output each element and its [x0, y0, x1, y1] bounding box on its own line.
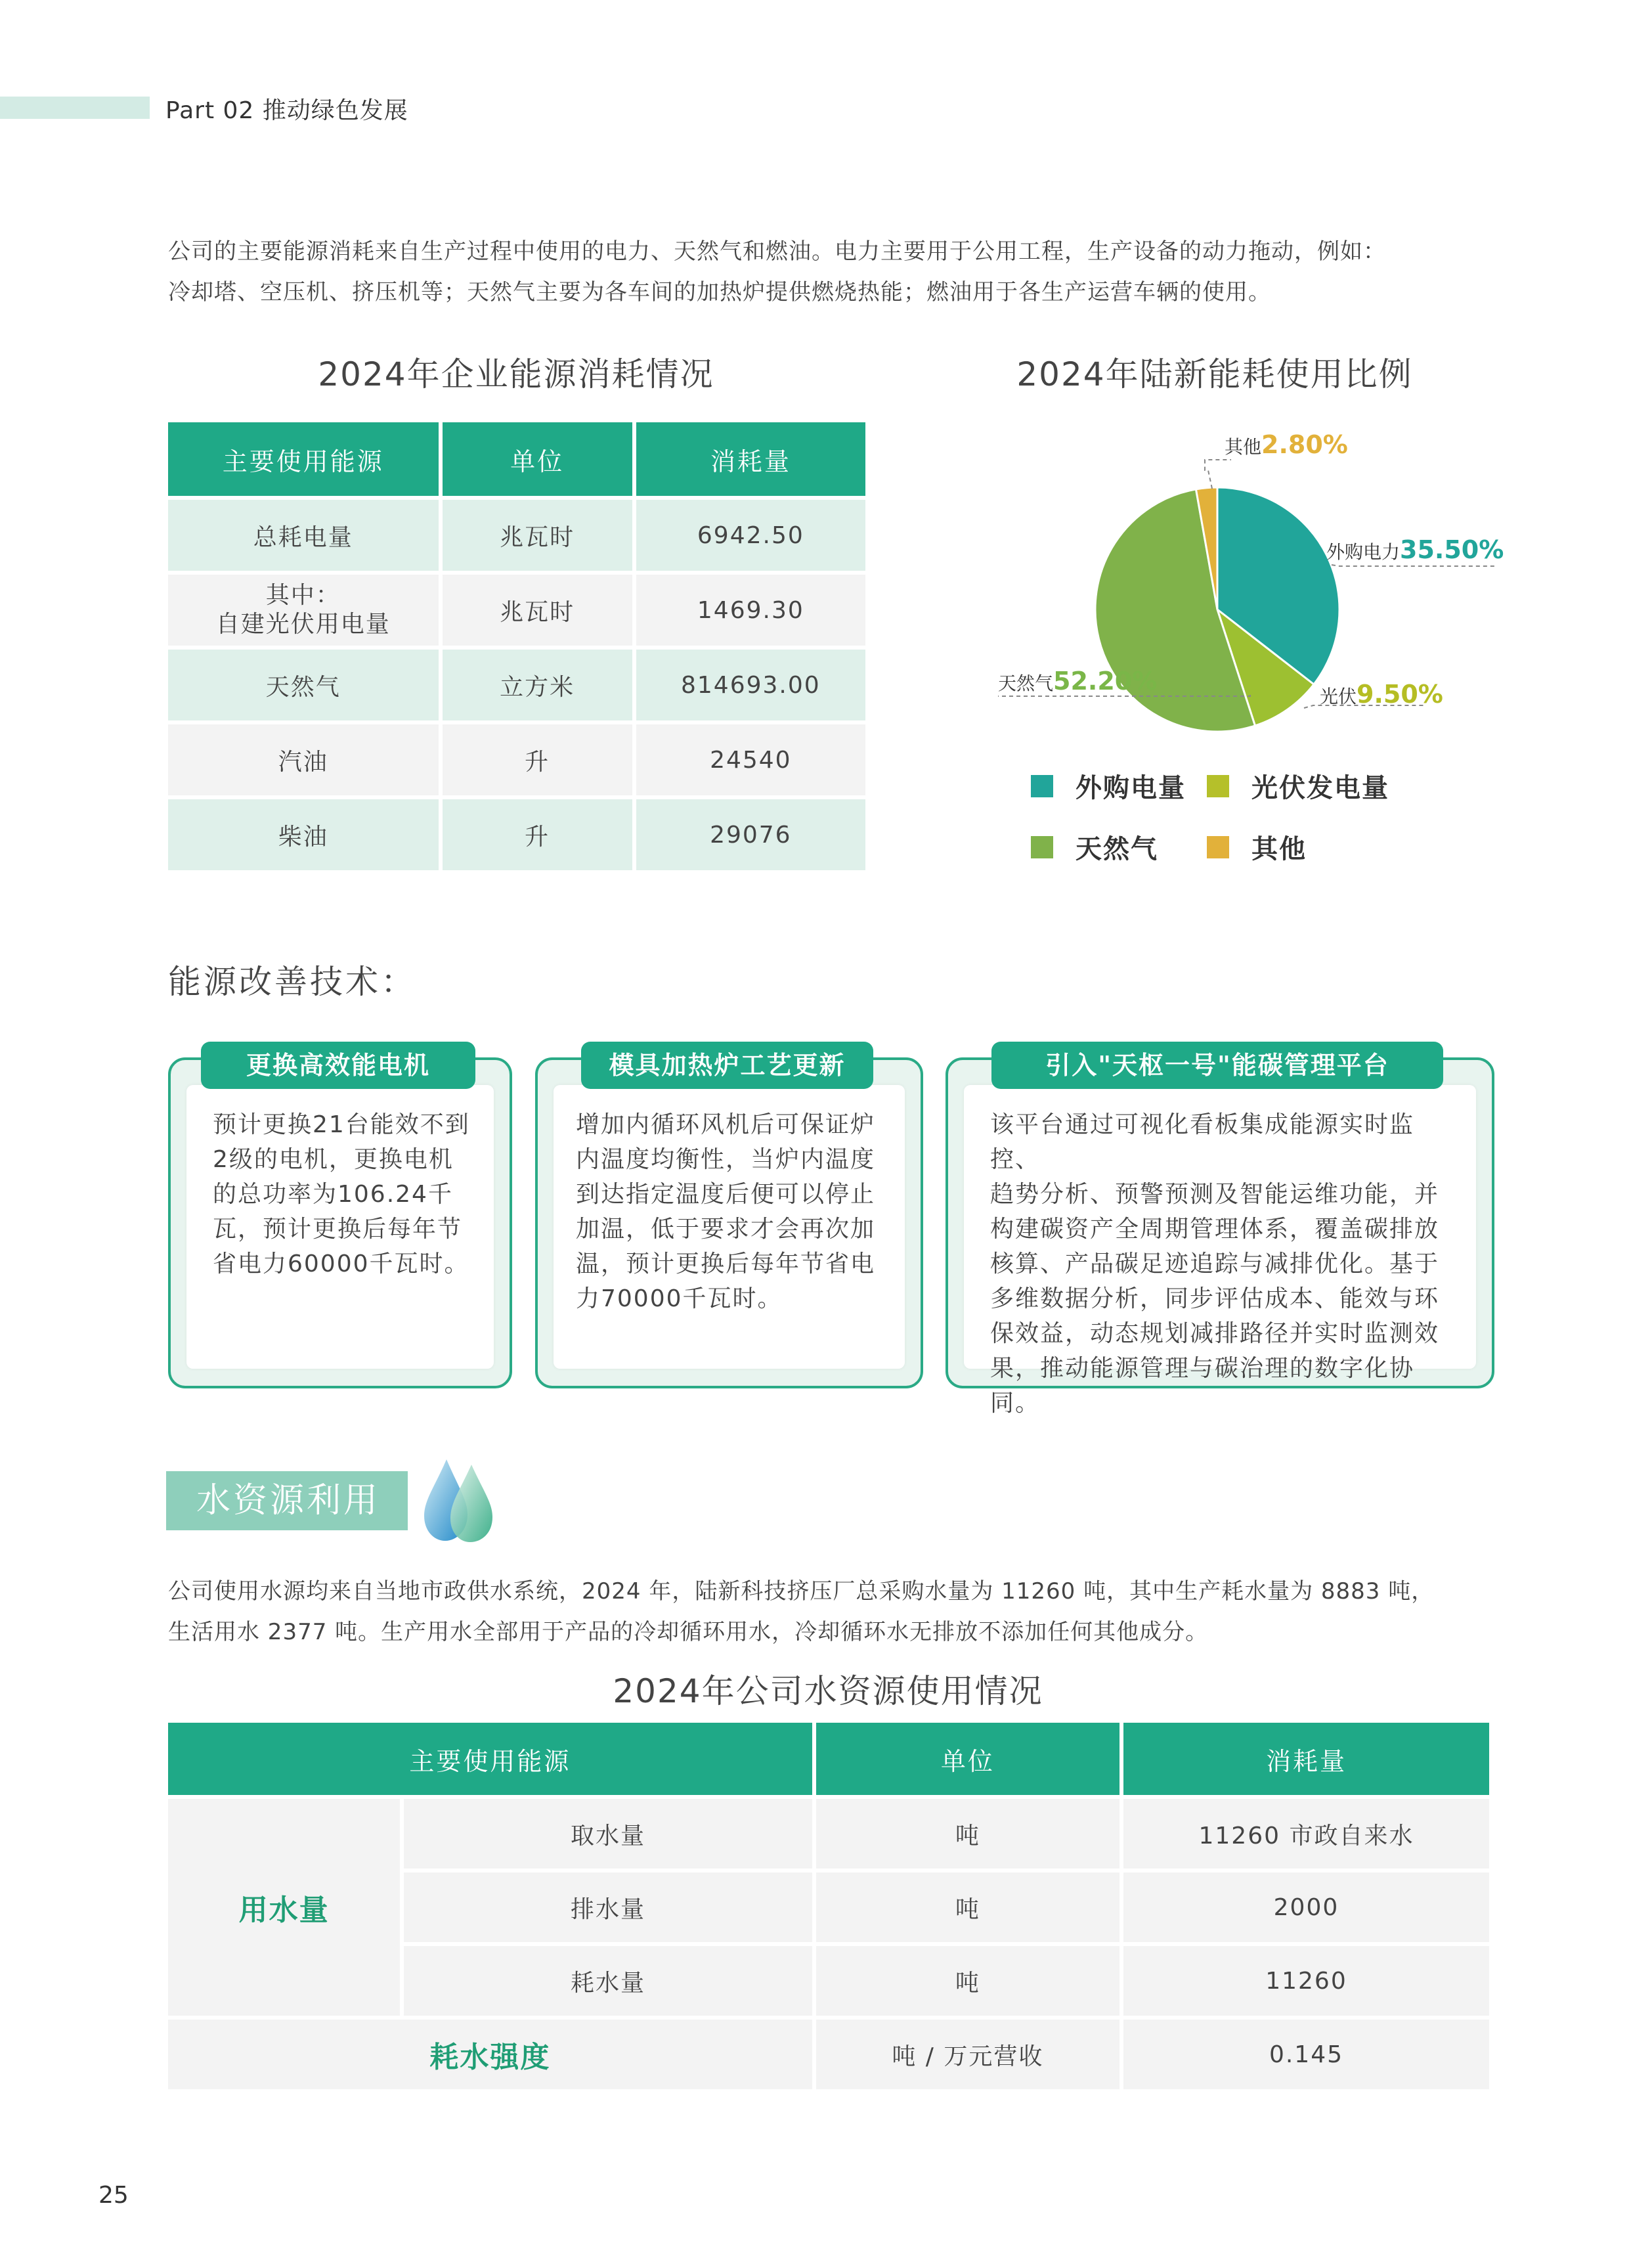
legend-item — [1207, 828, 1307, 866]
row-unit: 兆瓦时 — [443, 575, 632, 646]
water-table-title: 2024年公司水资源使用情况 — [613, 1672, 1043, 1710]
pie-leader-line — [1332, 565, 1497, 566]
table-row — [168, 724, 865, 795]
section-header: Part 02 推动绿色发展 — [165, 97, 408, 124]
row-unit: 吨 — [816, 1872, 1119, 1942]
energy-table-title: 2024年企业能源消耗情况 — [318, 355, 714, 393]
row-value: 6942.50 — [636, 500, 865, 571]
row-name: 总耗电量 — [168, 500, 439, 571]
water-line: 公司使用水源均来自当地市政供水系统，2024 年，陆新科技挤压厂总采购水量为 11260 吨，其中生产耗水量为 8883 吨， — [168, 1578, 1435, 1605]
page-number: 25 — [98, 2182, 129, 2209]
intro-line: 公司的主要能源消耗来自生产过程中使用的电力、天然气和燃油。电力主要用于公用工程，生产设备的动力拖动，例如： — [168, 238, 1386, 265]
table-row — [168, 799, 865, 870]
legend-swatch — [1207, 775, 1229, 797]
row-unit: 兆瓦时 — [443, 500, 632, 571]
card-body — [186, 1085, 494, 1369]
pie-chart-title: 2024年陆新能耗使用比例 — [1016, 355, 1413, 393]
table-header-row — [168, 422, 865, 496]
pie-legend — [1031, 767, 1438, 866]
row-value: 0.145 — [1123, 2020, 1489, 2089]
card-line: 的总功率为106.24千 — [213, 1181, 453, 1208]
card-line: 果，推动能源管理与碳治理的数字化协同。 — [990, 1355, 1415, 1417]
column-header: 主要使用能源 — [168, 422, 439, 496]
table-row — [168, 2020, 1489, 2089]
row-value: 11260 市政自来水 — [1123, 1799, 1489, 1869]
card-body — [964, 1085, 1476, 1417]
card-line: 趋势分析、预警预测及智能运维功能，并 — [990, 1181, 1440, 1208]
card-line: 核算、产品碳足迹追踪与减排优化。基于 — [990, 1251, 1440, 1277]
legend-label: 外购电量 — [1076, 773, 1186, 803]
improvement-card — [168, 1051, 512, 1388]
legend-item — [1031, 767, 1207, 805]
card-label: 引入"天枢一号"能碳管理平台 — [991, 1042, 1443, 1089]
table-row — [168, 575, 865, 646]
card-text — [213, 1107, 475, 1281]
pie-leader-line — [1205, 460, 1231, 489]
row-value: 2000 — [1123, 1872, 1489, 1942]
water-table — [164, 1719, 1493, 2093]
row-name-line: 其中： — [265, 582, 341, 609]
row-unit: 升 — [443, 799, 632, 870]
card-line: 保效益，动态规划减排路径并实时监测效 — [990, 1320, 1440, 1347]
row-name-line: 自建光伏用电量 — [215, 611, 391, 638]
card-label: 更换高效能电机 — [201, 1042, 475, 1089]
card-line: 到达指定温度后便可以停止 — [576, 1181, 876, 1208]
card-line: 省电力60000千瓦时。 — [213, 1251, 469, 1277]
column-header: 主要使用能源 — [168, 1723, 812, 1795]
legend-label: 其他 — [1251, 834, 1307, 864]
row-value: 29076 — [636, 799, 865, 870]
header-accent-bar — [0, 97, 150, 119]
water-paragraph — [168, 1571, 1501, 1652]
card-text — [576, 1107, 891, 1316]
card-line: 加温，低于要求才会再次加 — [576, 1216, 876, 1243]
energy-table — [164, 418, 869, 874]
water-drops-icon — [420, 1454, 506, 1545]
column-header: 单位 — [816, 1723, 1119, 1795]
row-name — [168, 575, 439, 646]
column-header: 消耗量 — [1123, 1723, 1489, 1795]
legend-swatch — [1207, 836, 1229, 858]
card-label: 模具加热炉工艺更新 — [581, 1042, 873, 1089]
card-line: 温，预计更换后每年节省电 — [576, 1251, 876, 1277]
intro-paragraph — [168, 231, 1501, 313]
row-name: 排水量 — [404, 1872, 812, 1942]
pie-data-label: 天然气52.20% — [998, 667, 1158, 696]
card-body — [554, 1085, 905, 1369]
card-text — [990, 1107, 1463, 1421]
pie-data-label: 其他2.80% — [1225, 430, 1348, 459]
intro-line: 冷却塔、空压机、挤压机等；天然气主要为各车间的加热炉提供燃烧热能；燃油用于各生产运营车辆的使用。 — [168, 279, 1271, 305]
row-name: 取水量 — [404, 1799, 812, 1869]
improvement-card — [535, 1051, 923, 1388]
column-header: 单位 — [443, 422, 632, 496]
card-line: 多维数据分析，同步评估成本、能效与环 — [990, 1285, 1440, 1312]
row-name: 柴油 — [168, 799, 439, 870]
water-section-tag: 水资源利用 — [166, 1471, 408, 1530]
card-line: 构建碳资产全周期管理体系，覆盖碳排放 — [990, 1216, 1440, 1243]
table-row — [168, 1799, 1489, 1869]
pie-data-label: 外购电力35.50% — [1326, 535, 1504, 564]
pie-chart — [919, 414, 1563, 755]
intensity-label: 耗水强度 — [168, 2020, 812, 2089]
row-unit: 升 — [443, 724, 632, 795]
row-name: 天然气 — [168, 650, 439, 720]
water-line: 生活用水 2377 吨。生产用水全部用于产品的冷却循环用水，冷却循环水无排放不添加任何其他成分。 — [168, 1619, 1209, 1645]
row-unit: 吨 / 万元营收 — [816, 2020, 1119, 2089]
card-line: 该平台通过可视化看板集成能源实时监控、 — [990, 1111, 1415, 1173]
legend-item — [1031, 828, 1207, 866]
column-header: 消耗量 — [636, 422, 865, 496]
improvement-title: 能源改善技术： — [168, 963, 416, 1001]
legend-item — [1207, 767, 1389, 805]
legend-swatch — [1031, 775, 1053, 797]
group-label: 用水量 — [168, 1799, 400, 2016]
row-unit: 立方米 — [443, 650, 632, 720]
row-value: 11260 — [1123, 1946, 1489, 2016]
pie-data-label: 光伏9.50% — [1320, 680, 1443, 709]
legend-swatch — [1031, 836, 1053, 858]
legend-label: 光伏发电量 — [1251, 773, 1389, 803]
row-unit: 吨 — [816, 1799, 1119, 1869]
row-value: 24540 — [636, 724, 865, 795]
table-header-row — [168, 1723, 1489, 1795]
card-line: 瓦，预计更换后每年节 — [213, 1216, 463, 1243]
card-line: 2级的电机，更换电机 — [213, 1146, 454, 1173]
row-name: 汽油 — [168, 724, 439, 795]
card-line: 内温度均衡性，当炉内温度 — [576, 1146, 876, 1173]
row-value: 1469.30 — [636, 575, 865, 646]
row-name: 耗水量 — [404, 1946, 812, 2016]
legend-label: 天然气 — [1076, 834, 1158, 864]
card-line: 力70000千瓦时。 — [576, 1285, 783, 1312]
row-unit: 吨 — [816, 1946, 1119, 2016]
table-row — [168, 650, 865, 720]
card-line: 增加内循环风机后可保证炉 — [576, 1111, 876, 1138]
table-row — [168, 500, 865, 571]
row-value: 814693.00 — [636, 650, 865, 720]
card-line: 预计更换21台能效不到 — [213, 1111, 470, 1138]
improvement-card — [946, 1051, 1494, 1417]
